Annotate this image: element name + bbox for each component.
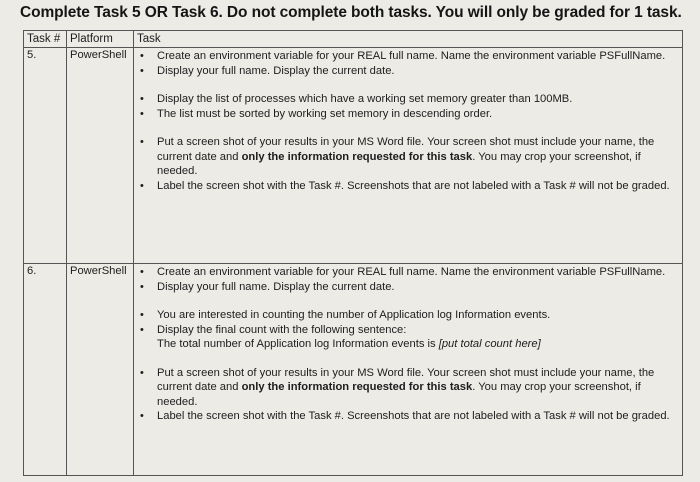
table-row-task-6 <box>24 264 683 476</box>
list-item <box>137 323 679 352</box>
bullet-icon: • <box>140 280 144 293</box>
task-description <box>134 264 683 476</box>
item-text-bold: only the information requested for this task <box>241 381 473 393</box>
header-task: Task <box>134 31 683 48</box>
item-text: Label the screen shot with the Task #. Screenshots that are not labeled with a Task # will not be graded. <box>157 179 670 192</box>
list-item <box>137 92 679 107</box>
task-table <box>23 30 683 476</box>
item-text: Display your full name. Display the current date. <box>157 64 395 77</box>
task-description <box>134 48 683 264</box>
list-item <box>137 49 679 64</box>
bullet-icon: • <box>140 50 144 62</box>
task-platform: PowerShell <box>67 264 134 476</box>
task-platform: PowerShell <box>67 48 134 264</box>
bullet-icon: • <box>140 107 144 120</box>
page-title: Complete Task 5 OR Task 6. Do not complete both tasks. You will only be graded for 1 task. <box>20 4 682 21</box>
item-text: Display the final count with the following sentence: <box>157 323 407 336</box>
list-item <box>137 107 679 122</box>
list-item <box>137 409 679 424</box>
bullet-icon: • <box>140 64 144 77</box>
item-text: The list must be sorted by working set memory in descending order. <box>157 107 493 120</box>
sentence-placeholder: [put total count here] <box>438 338 541 350</box>
sentence-text: The total number of Application log Information events is <box>157 338 439 350</box>
header-task-number: Task # <box>24 31 67 48</box>
header-platform: Platform <box>67 31 134 48</box>
list-item <box>137 366 679 410</box>
item-text: You are interested in counting the number of Application log Information events. <box>157 309 551 321</box>
item-text: Create an environment variable for your REAL full name. Name the environment variable PSFullName. <box>157 50 666 62</box>
item-text: Display the list of processes which have a working set memory greater than 100MB. <box>157 93 573 105</box>
task-bullet-list <box>137 265 679 424</box>
item-text: Put a screen shot of your results in your MS Word file. Your screen shot must include your name, the current date and <box>157 366 655 393</box>
bullet-icon: • <box>140 309 144 321</box>
item-text-bold: only the information requested for this task <box>241 150 473 163</box>
task-bullet-list <box>137 49 679 193</box>
bullet-icon: • <box>140 136 144 148</box>
item-text: Create an environment variable for your REAL full name. Name the environment variable PSFullName. <box>157 266 666 278</box>
bullet-icon: • <box>140 179 144 192</box>
list-item <box>137 135 679 179</box>
item-text: . You may crop your screenshot, if needed. <box>157 381 641 408</box>
bullet-icon: • <box>140 410 144 422</box>
item-text: Label the screen shot with the Task #. Screenshots that are not labeled with a Task # will not be graded. <box>157 410 670 422</box>
list-item <box>137 308 679 323</box>
list-item <box>137 280 679 295</box>
item-text: . You may crop your screenshot, if needed. <box>157 150 641 177</box>
bullet-icon: • <box>140 266 144 278</box>
table-header-row <box>24 31 683 48</box>
bullet-icon: • <box>140 323 144 336</box>
bullet-icon: • <box>140 366 144 379</box>
table-row-task-5 <box>24 48 683 264</box>
item-text: Display your full name. Display the current date. <box>157 280 395 293</box>
sentence-line <box>157 337 679 352</box>
bullet-icon: • <box>140 93 144 105</box>
item-text: Put a screen shot of your results in your MS Word file. Your screen shot must include your name, the current date and <box>157 136 655 163</box>
list-item <box>137 64 679 79</box>
task-number: 5. <box>24 48 67 264</box>
task-number: 6. <box>24 264 67 476</box>
list-item <box>137 179 679 194</box>
list-item <box>137 265 679 280</box>
